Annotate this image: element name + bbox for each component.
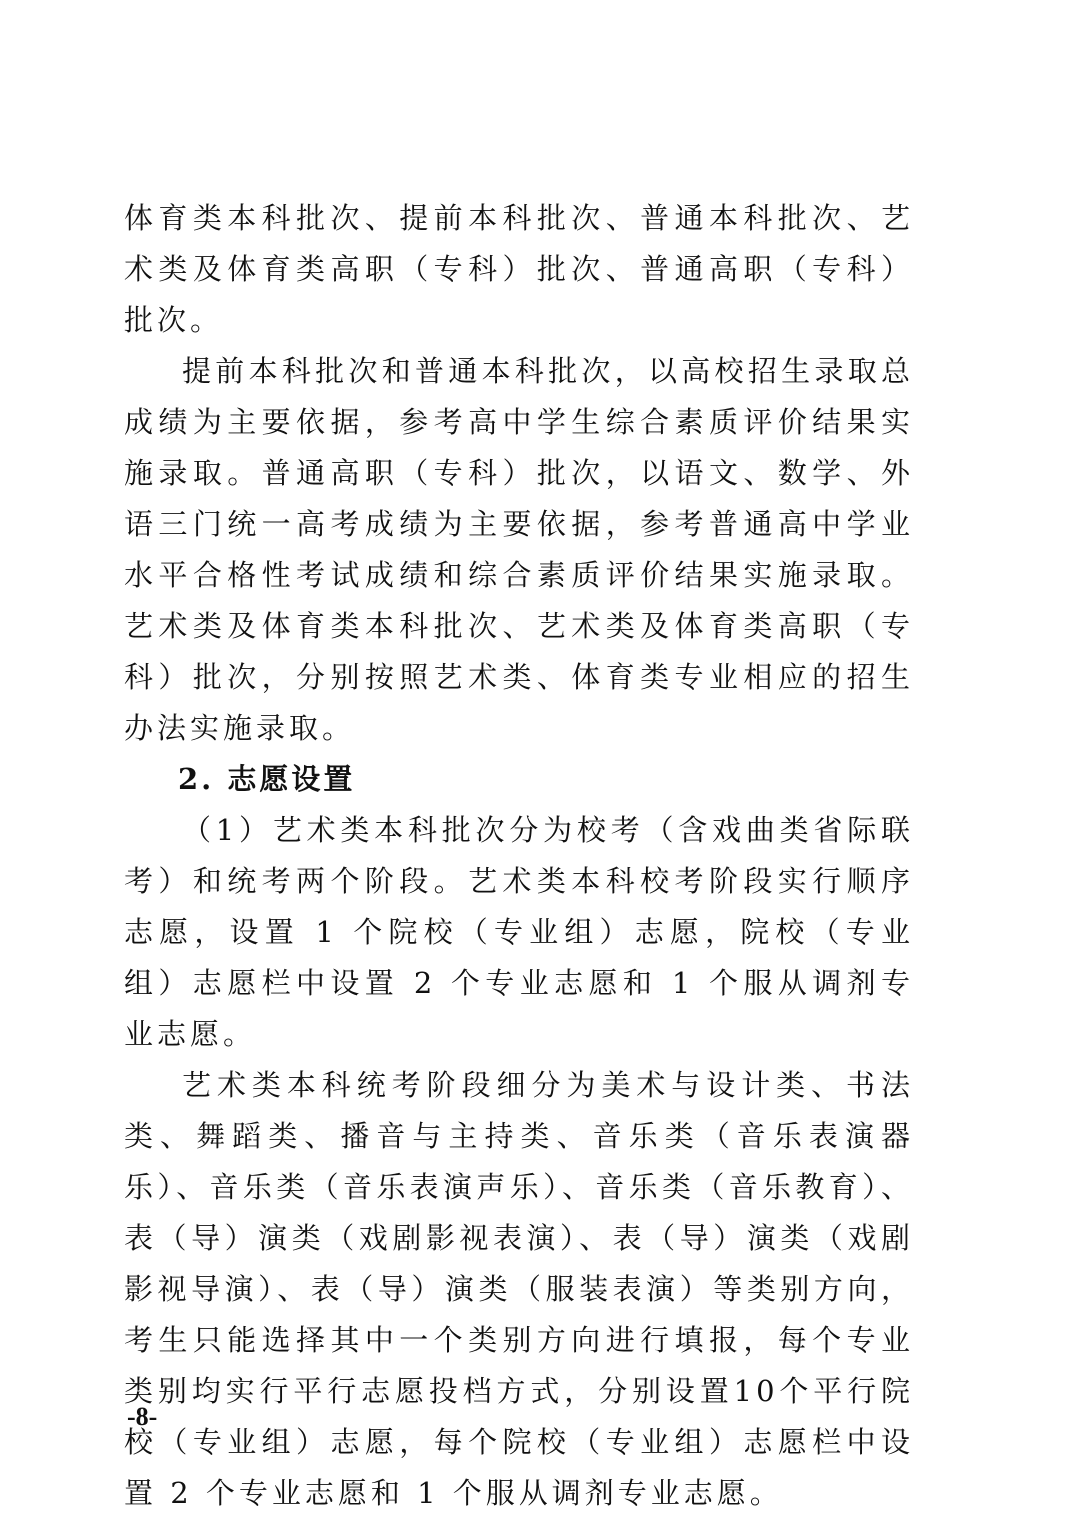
document-body [124, 193, 914, 1519]
paragraph-art-unified-exam: 艺术类本科统考阶段细分为美术与设计类、书法类、舞蹈类、播音与主持类、音乐类（音乐表演器乐）、音乐类（音乐表演声乐）、音乐类（音乐教育）、表（导）演类（戏剧影视表演）、表（导）演类（戏剧影视导演）、表（导）演类（服装表演）等类别方向，考生只能选择其中一个类别方向进行填报，每个专业类别均实行平行志愿投档方式，分别设置10个平行院校（专业组）志愿，每个院校（专业组）志愿栏中设置 2 个专业志愿和 1 个服从调剂专业志愿。 [124, 1068, 914, 1510]
paragraph-admission-basis: 提前本科批次和普通本科批次，以高校招生录取总成绩为主要依据，参考高中学生综合素质评价结果实施录取。普通高职（专科）批次，以语文、数学、外语三门统一高考成绩为主要依据，参考普通高中学业水平合格性考试成绩和综合素质评价结果实施录取。艺术类及体育类本科批次、艺术类及体育类高职（专科）批次，分别按照艺术类、体育类专业相应的招生办法实施录取。 [124, 354, 914, 745]
paragraph-continued: 体育类本科批次、提前本科批次、普通本科批次、艺术类及体育类高职（专科）批次、普通高职（专科）批次。 [124, 201, 914, 337]
page-number: -8- [127, 1402, 158, 1431]
paragraph-art-undergrad-stages: （1）艺术类本科批次分为校考（含戏曲类省际联考）和统考两个阶段。艺术类本科校考阶段实行顺序志愿，设置 1 个院校（专业组）志愿，院校（专业组）志愿栏中设置 2 个专业志愿和 1 个服从调剂专业志愿。 [124, 813, 914, 1051]
section-heading: 2. 志愿设置 [178, 762, 356, 796]
